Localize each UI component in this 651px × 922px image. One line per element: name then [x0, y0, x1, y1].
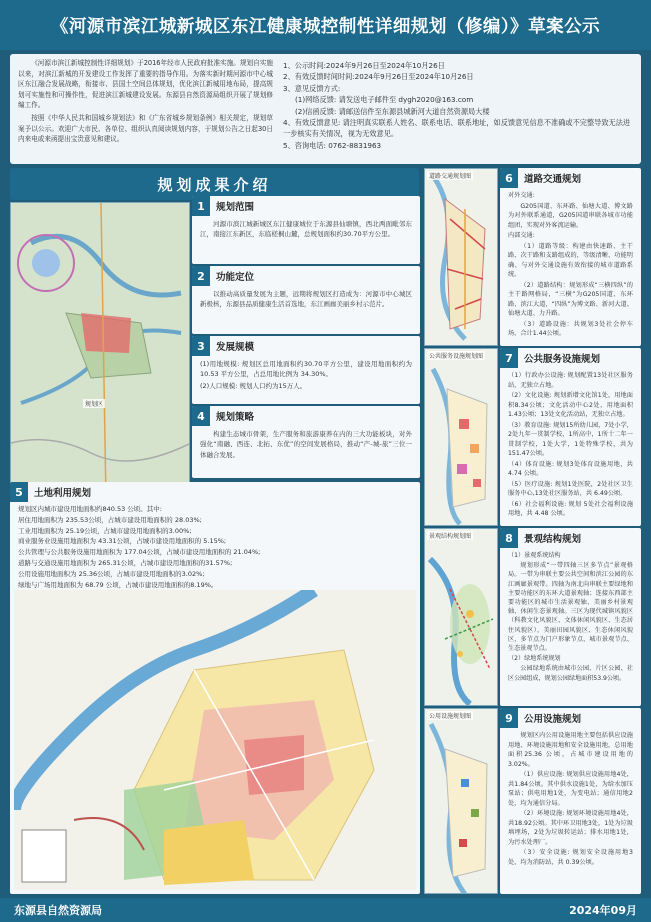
panel-planning-scope: [192, 196, 420, 264]
panel-text: （3）安全设施: 规划安全设施用地3 处，均为消防站，共 0.39公顷。: [508, 849, 633, 866]
intro-text: [18, 58, 273, 160]
panel-text: （5）医疗设施: 规划1处医院，2处社区卫生服务中心,13处社区服务站，共 6.49公顷。: [508, 480, 633, 497]
map-label: 道路交通规划图: [429, 173, 472, 180]
map-label: 规划区: [85, 401, 104, 408]
panel-title: 规划策略: [216, 412, 255, 423]
panel-text: 公用设施用地面积为 25.36公顷，占城市建设用地面积的3.02%;: [18, 569, 205, 578]
panel-number: 5: [10, 482, 28, 502]
panel-number: 7: [500, 348, 518, 368]
map-label: 公用设施规划图: [429, 713, 472, 720]
panel-text: （2）道路结构：规划形成“三横四纵”的主干路网格局，“三横”为G205国道、东环路、滨江大道，“四纵”为博文路、新河大道、仙塘大道、力升路。: [508, 281, 633, 317]
road-map-graphic: [425, 169, 498, 346]
panel-public-service: [500, 348, 641, 526]
notice-item: 5、咨询电话: 0762-8831963: [283, 140, 382, 150]
intro-paragraph: 按照《中华人民共和国城乡规划法》和《广东省城乡规划条例》相关规定，规划草案予以公示。欢迎广大市民、各单位、组织认真阅读规划内容，于规划公告之日起30日内来电或来函提出宝贵意见和建议。: [18, 113, 273, 144]
public-service-map-graphic: [425, 349, 498, 526]
panel-land-use: [10, 482, 420, 894]
land-use-map: [14, 590, 416, 890]
panel-number: 6: [500, 168, 518, 188]
panel-header: [192, 196, 420, 216]
panel-title: 规划范围: [216, 202, 255, 213]
panel-scale: [192, 336, 420, 404]
section-title: 规划成果介绍: [157, 175, 272, 194]
panel-text: 规划形成“一带四轴三区多节点”景观格局。一带为串联主要公共空间和滨江公园的东江画廊景观带。四轴为南北向串联主要绿地和主要功能区的东环大道景观轴；连接东西部主要功能区的城市生活景观轴、美丽乡村景观轴、休闲生态景观轴。三区为现代城镇风貌区（科教文化风貌区、文体休闲风貌区、生态居住风貌区），美丽田园风貌区、生态休闲风貌区，多节点为门户形象节点、城市景观节点、生态景观节点。: [508, 562, 633, 653]
panel-text: (1)用地规模: 规划区总用地面积约30.70平方公里，建设用地面积约为10.53 平方公里，占总用地比例为 34.30%。: [200, 360, 412, 379]
panel-text: （2）绿地系统规划: [508, 655, 561, 663]
panel-text: （1）景观系统结构: [508, 552, 561, 559]
panel-text: 公共管理与公共服务设施用地面积为 177.04公顷，占城市建设用地面积的 21.04%;: [18, 548, 261, 557]
location-map: [10, 202, 190, 500]
panel-text: 内部交通:: [508, 232, 535, 239]
panel-text: (2)人口规模: 规划人口约为15万人。: [200, 381, 307, 390]
notice-item: 1、公示时间:2024年9月26日至2024年10月26日: [283, 61, 445, 70]
panel-header: [192, 266, 420, 286]
panel-text: （4）体育设施: 规划3处体育设施用地，共 4.74 公顷。: [508, 460, 633, 477]
panel-number: 1: [192, 196, 210, 216]
road-map: [424, 168, 498, 346]
intro-panel: [10, 54, 641, 164]
panel-number: 2: [192, 266, 210, 286]
panel-title: 公用设施规划: [524, 714, 582, 725]
utility-map-graphic: [425, 709, 498, 894]
panel-text: （2）文化设施: 规划新增文化馆1处，用地面积8.34公顷；文化活动中心2处，用地面积1.43公顷；13处文化活动站，无独立占地。: [508, 392, 633, 418]
panel-title: 土地利用规划: [34, 488, 92, 499]
panel-text: 规划区内公用设施用地主要包括供应设施用地、环境设施用地和安全设施用地，总用地面积25.36 公顷，占城市建设用地的3.02%。: [508, 732, 633, 768]
notice-item: 3、意见反馈方式:: [283, 83, 341, 93]
panel-text: 商业服务业设施用地面积为 43.31公顷，占城市建设用地面积的 5.15%;: [18, 537, 227, 546]
panel-text: 工业用地面积为 25.19公顷，占城市建设用地面积的3.00%;: [18, 526, 192, 535]
panel-strategy: [192, 406, 420, 478]
panel-text: 以推动高质量发展为主题，远期将规划区打造成为：河源市中心城区新极核，东源县品质健康生活首选地，东江画廊美丽乡村示范片。: [200, 290, 412, 309]
panel-text: （6）社会福利设施: 规划 5处社会福利设施用地，共 4.48 公顷。: [508, 500, 633, 517]
panel-text: G205国道、东环路、仙塘大道、博文路为对外联系通道，G205国道串联各城市功能组团，实现对外客流运输。: [508, 202, 633, 229]
panel-header: [500, 168, 641, 188]
panel-header: [192, 336, 420, 356]
footer-org: 东源县自然资源局: [14, 904, 102, 917]
intro-paragraph: 《河源市滨江新城控制性详细规划》于2016年经市人民政府批准实施。规划自实施以来，对滨江新城的开发建设工作发挥了重要的指导作用。为落实新时期河源市中心城区东江融合发展战略，衔接市、县国土空间总体规划，优化滨江新城用地布局，提高规划可实施性和可操作性，促进滨江新城建设发展。东源县自然资源局组织开展了规划修编工作。: [18, 59, 273, 110]
panel-landscape: [500, 528, 641, 706]
panel-utility: [500, 708, 641, 894]
panel-header: [10, 482, 420, 502]
panel-text: （3）教育设施: 规划15所幼儿园，7处小学，2处九年一贯制学校，1所高中，1所十二年一贯制学校，1处大学，1处特殊学校，共为151.47公顷。: [508, 421, 633, 457]
landscape-map: [424, 528, 498, 706]
panel-text: 绿地与广场用地面积为 68.79 公顷，占城市建设用地面积的8.19%。: [18, 580, 218, 589]
panel-text: 公园绿地系统由城市公园、片区公园、社区公园组成，规划公园绿地面积53.9公顷。: [508, 665, 633, 682]
map-label: 景观结构规划图: [429, 533, 472, 540]
panel-text: 居住用地面积为 235.53公顷，占城市建设用地面积的 28.03%;: [18, 515, 202, 524]
utility-map: [424, 708, 498, 894]
location-map-graphic: [11, 203, 190, 500]
panel-title: 功能定位: [216, 272, 255, 283]
page-header: [0, 0, 651, 50]
panel-text: 道路与交通设施用地面积为 265.31公顷，占城市建设用地面积的31.57%;: [18, 558, 233, 567]
panel-header: [500, 708, 641, 728]
panel-function: [192, 266, 420, 334]
panel-header: [192, 406, 420, 426]
panel-number: 4: [192, 406, 210, 426]
panel-text: （1）供应设施: 规划供应设施用地4处，共1.84公顷。其中供水设施1处，为给水加压泵站；供电用地1处，为变电站；通信用地2处，均为通信分局。: [508, 771, 633, 807]
panel-text: 规划区内城市建设用地面积约840.53 公顷。其中:: [18, 505, 162, 513]
panel-title: 发展规模: [216, 342, 255, 353]
panel-text: （3）道路设施：共规划3处社会停车场，合计1.44公顷。: [508, 320, 633, 337]
panel-text: （1）行政办公设施: 规划配置13处社区服务站，无独立占地。: [508, 372, 633, 389]
page-footer: [0, 898, 651, 922]
panel-number: 8: [500, 528, 518, 548]
panel-title: 道路交通规划: [524, 174, 582, 185]
public-service-map: [424, 348, 498, 526]
panel-title: 公共服务设施规划: [524, 354, 601, 365]
panel-header: [500, 348, 641, 368]
footer-date: 2024年09月: [569, 904, 637, 917]
panel-number: 9: [500, 708, 518, 728]
panel-text: 构建生态城市骨架，生产服务和旅游康养在内的三大功能板块，对外强化“南融、西连、北拓、东优”的空间发展格局，推动“产-城-旅”三位一体融合发展。: [200, 430, 412, 459]
notice-item: 2、有效反馈时间时间:2024年9月26日至2024年10月26日: [283, 72, 474, 82]
panel-text: 对外交通:: [508, 192, 535, 199]
panel-number: 3: [192, 336, 210, 356]
panel-text: （2）环境设施: 规划环境设施用地4处，共18.92公顷。其中环卫用地3处，1处为垃圾填埋场，2处为垃圾转运站；排水用地1处，为污水处理厂。: [508, 810, 633, 846]
notice-item: 4、有效反馈意见: 请注明真实联系人姓名、联系电话、联系地址，如反馈意见信息不准确或不完整导致无法进一步核实有关情况，视为无效意见。: [283, 118, 631, 139]
panel-title: 景观结构规划: [524, 534, 582, 545]
panel-text: （1）道路等级：构建由快速路、主干路、次干路和支路组成的，等级清晰、功能明确、与对外交通设施有效衔接的城市道路系统。: [508, 242, 633, 278]
panel-header: [500, 528, 641, 548]
notice-item: (1)网络反馈: 请发送电子邮件至 dygh2020@163.com: [295, 95, 474, 105]
notice-item: (2)信函反馈: 请邮送信件至东源县城新河大道自然资源局大楼: [295, 106, 490, 116]
landscape-map-graphic: [425, 529, 498, 706]
notice-list: [283, 58, 633, 160]
panel-road: [500, 168, 641, 346]
panel-text: 河源市滨江城新城区东江健康城位于东源县仙塘镇，西北两面毗邻东江，南接江东新区，东临槎桐山麓，总规划面积约30.70平方公里。: [200, 220, 412, 239]
map-label: 公共服务设施规划图: [429, 353, 484, 360]
page-title: 《河源市滨江城新城区东江健康城控制性详细规划（修编）》草案公示: [50, 16, 601, 37]
